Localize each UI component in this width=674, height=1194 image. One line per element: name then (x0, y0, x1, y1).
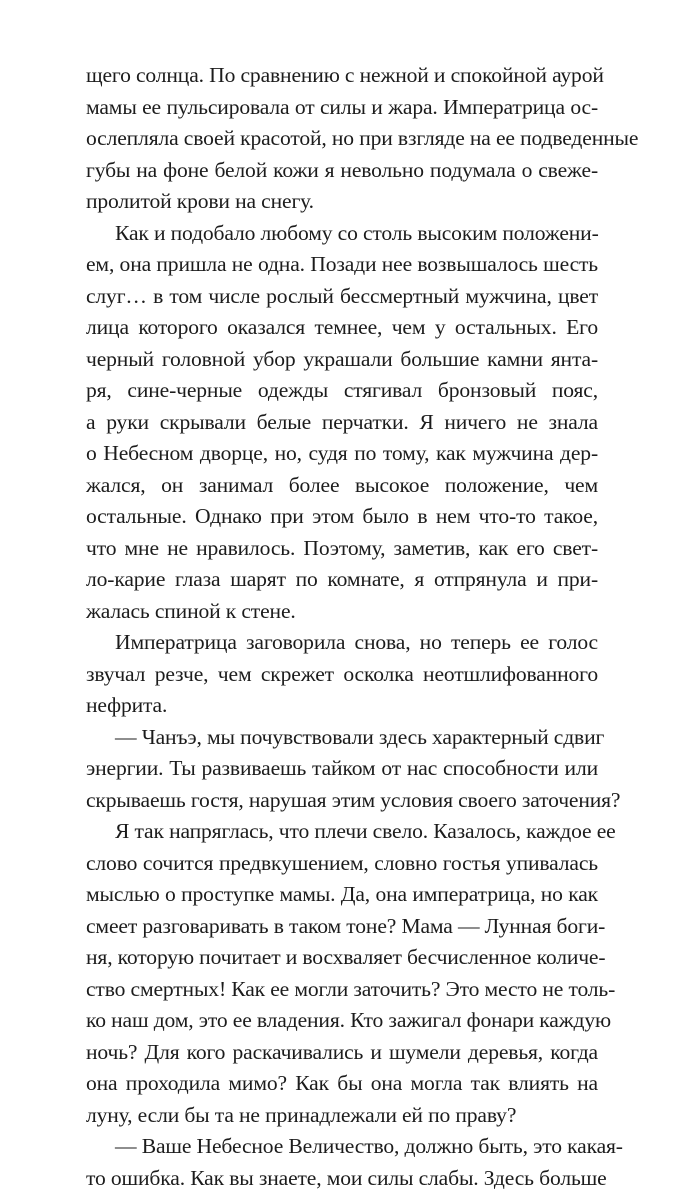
text-line: Я так напряглась, что плечи свело. Казалось, каждое ее (86, 816, 598, 848)
text-line: слуг… в том числе рослый бессмертный мужчина, цвет (86, 281, 598, 313)
text-line: ря, сине-черные одежды стягивал бронзовый пояс, (86, 375, 598, 407)
text-line: черный головной убор украшали большие камни янта- (86, 344, 598, 376)
text-line: остальные. Однако при этом было в нем что-то такое, (86, 501, 598, 533)
text-line: ослепляла своей красотой, но при взгляде на ее подведенные (86, 123, 598, 155)
text-line: скрываешь гостя, нарушая этим условия своего заточения? (86, 785, 598, 817)
text-line: что мне не нравилось. Поэтому, заметив, как его свет- (86, 533, 598, 565)
text-line: Императрица заговорила снова, но теперь ее голос (86, 627, 598, 659)
text-line: ло-карие глаза шарят по комнате, я отпрянула и при- (86, 564, 598, 596)
text-line: ем, она пришла не одна. Позади нее возвышалось шесть (86, 249, 598, 281)
text-line: ня, которую почитает и восхваляет бесчисленное количе- (86, 942, 598, 974)
text-line: а руки скрывали белые перчатки. Я ничего не знала (86, 407, 598, 439)
text-line: жалась спиной к стене. (86, 596, 598, 628)
text-line: мамы ее пульсировала от силы и жара. Императрица ос- (86, 92, 598, 124)
text-line: мыслью о проступке мамы. Да, она императрица, но как (86, 879, 598, 911)
text-line: ночь? Для кого раскачивались и шумели деревья, когда (86, 1037, 598, 1069)
text-line: то ошибка. Как вы знаете, мои силы слабы. Здесь больше (86, 1163, 598, 1194)
text-line: она проходила мимо? Как бы она могла так влиять на (86, 1068, 598, 1100)
text-line: Как и подобало любому со столь высоким положени- (86, 218, 598, 250)
text-line: жался, он занимал более высокое положение, чем (86, 470, 598, 502)
text-line: смеет разговаривать в таком тоне? Мама — Лунная боги- (86, 911, 598, 943)
text-line: щего солнца. По сравнению с нежной и спокойной аурой (86, 60, 598, 92)
text-line: нефрита. (86, 690, 598, 722)
text-line: пролитой крови на снегу. (86, 186, 598, 218)
text-line: энергии. Ты развиваешь тайком от нас способности или (86, 753, 598, 785)
book-page-body (86, 60, 598, 1194)
text-line: звучал резче, чем скрежет осколка неотшлифованного (86, 659, 598, 691)
text-line: слово сочится предвкушением, словно гостья упивалась (86, 848, 598, 880)
text-line: ко наш дом, это ее владения. Кто зажигал фонари каждую (86, 1005, 598, 1037)
text-line: — Ваше Небесное Величество, должно быть, это какая- (86, 1131, 598, 1163)
text-line: лица которого оказался темнее, чем у остальных. Его (86, 312, 598, 344)
text-line: о Небесном дворце, но, судя по тому, как мужчина дер- (86, 438, 598, 470)
text-line: — Чанъэ, мы почувствовали здесь характерный сдвиг (86, 722, 598, 754)
text-line: луну, если бы та не принадлежали ей по праву? (86, 1100, 598, 1132)
text-line: ство смертных! Как ее могли заточить? Это место не толь- (86, 974, 598, 1006)
text-line: губы на фоне белой кожи я невольно подумала о свеже- (86, 155, 598, 187)
